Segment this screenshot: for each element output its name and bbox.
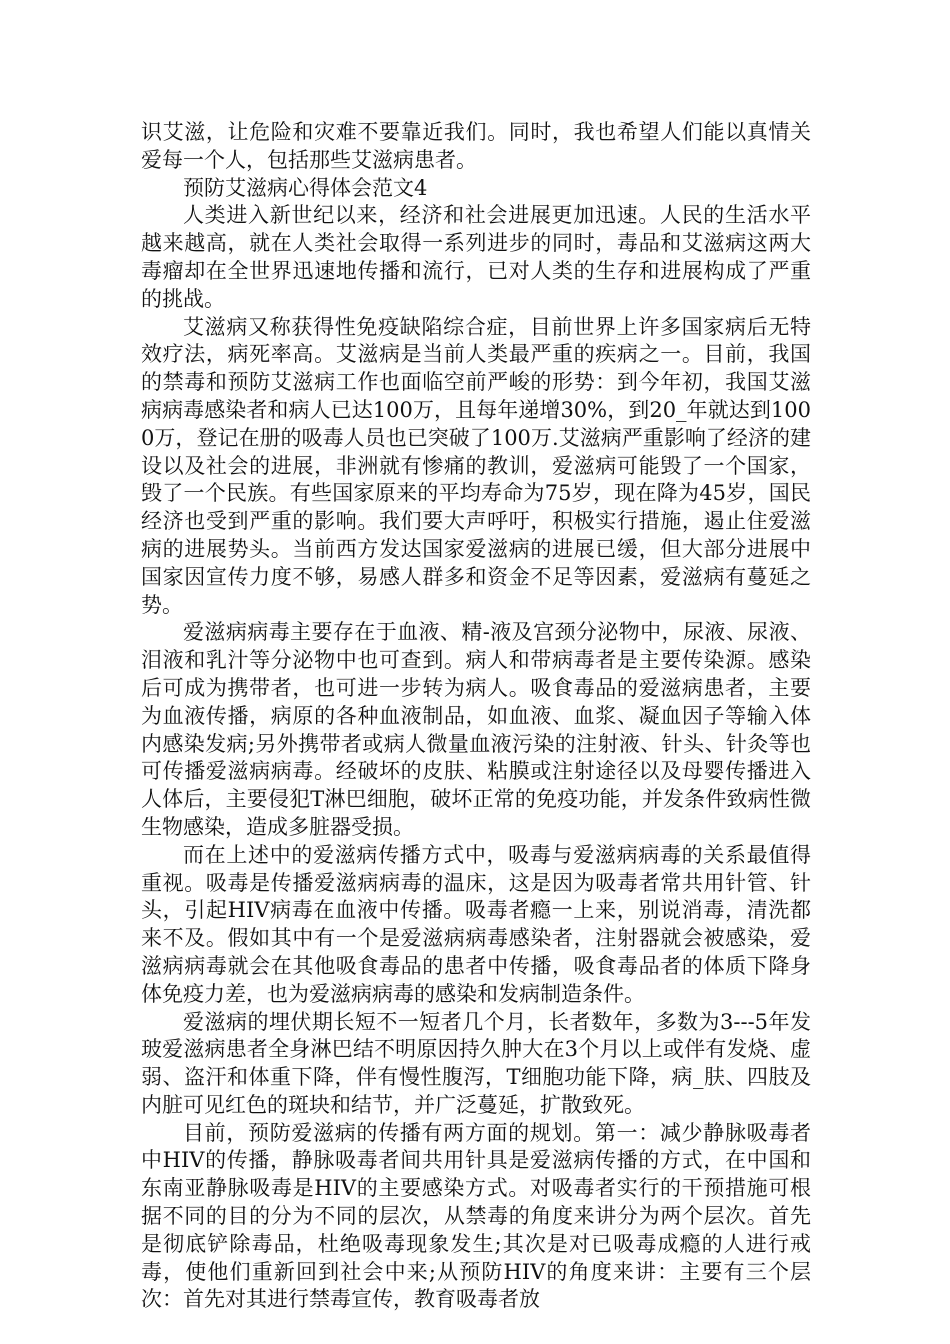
paragraph: 而在上述中的爱滋病传播方式中，吸毒与爱滋病病毒的关系最值得重视。吸毒是传播爱滋病病毒的温床，这是因为吸毒者常共用针管、针头，引起HIV病毒在血液中传播。吸毒者瘾一上来，别说消毒，清洗都来不及。假如其中有一个是爱滋病病毒感染者，注射器就会被感染，爱滋病病毒就会在其他吸食毒品的患者中传播，吸食毒品者的体质下降身体免疫力差，也为爱滋病病毒的感染和发病制造条件。: [141, 842, 811, 1006]
paragraph: 人类进入新世纪以来，经济和社会进展更加迅速。人民的生活水平越来越高，就在人类社会取得一系列进步的同时，毒品和艾滋病这两大毒瘤却在全世界迅速地传播和流行，已对人类的生存和进展构成了严重的挑战。: [141, 203, 811, 311]
section-heading: 预防艾滋病心得体会范文4: [183, 175, 428, 200]
paragraph-continuation: 识艾滋，让危险和灾难不要靠近我们。同时，我也希望人们能以真情关爱每一个人，包括那些艾滋病患者。: [141, 120, 811, 172]
paragraph: 艾滋病又称获得性免疫缺陷综合症，目前世界上许多国家病后无特效疗法，病死率高。艾滋病是当前人类最严重的疾病之一。目前，我国的禁毒和预防艾滋病工作也面临空前严峻的形势：到今年初，我国艾滋病病毒感染者和病人已达100万，且每年递增30%，到20_年就达到1000万，登记在册的吸毒人员也已突破了100万.艾滋病严重影响了经济的建设以及社会的进展，非洲就有惨痛的教训，爱滋病可能毁了一个国家，毁了一个民族。有些国家原来的平均寿命为75岁，现在降为45岁，国民经济也受到严重的影响。我们要大声呼吁，积极实行措施，遏止住爱滋病的进展势头。当前西方发达国家爱滋病的进展已缓，但大部分进展中国家因宣传力度不够，易感人群多和资金不足等因素，爱滋病有蔓延之势。: [141, 314, 811, 617]
paragraph: 爱滋病的埋伏期长短不一短者几个月，长者数年，多数为3---5年发玻爱滋病患者全身淋巴结不明原因持久肿大在3个月以上或伴有发烧、虚弱、盗汗和体重下降，伴有慢性腹泻，T细胞功能下降，病_肤、四肢及内脏可见红色的斑块和结节，并广泛蔓延，扩散致死。: [141, 1009, 811, 1117]
paragraph: 爱滋病病毒主要存在于血液、精-液及宫颈分泌物中，尿液、尿液、泪液和乳汁等分泌物中也可查到。病人和带病毒者是主要传染源。感染后可成为携带者，也可进一步转为病人。吸食毒品的爱滋病患者，主要为血液传播，病原的各种血液制品，如血液、血浆、凝血因子等输入体内感染发病;另外携带者或病人微量血液污染的注射液、针头、针灸等也可传播爱滋病病毒。经破坏的皮肤、粘膜或注射途径以及母婴传播进入人体后，主要侵犯T淋巴细胞，破坏正常的免疫功能，并发条件致病性微生物感染，造成多脏器受损。: [141, 620, 811, 839]
document-body: [141, 119, 811, 1314]
paragraph: 目前，预防爱滋病的传播有两方面的规划。第一：减少静脉吸毒者中HIV的传播，静脉吸毒者间共用针具是爱滋病传播的方式，在中国和东南亚静脉吸毒是HIV的主要感染方式。对吸毒者实行的干预措施可根据不同的目的分为不同的层次，从禁毒的角度来讲分为两个层次。首先是彻底铲除毒品，杜绝吸毒现象发生;其次是对已吸毒成瘾的人进行戒毒，使他们重新回到社会中来;从预防HIV的角度来讲：主要有三个层次：首先对其进行禁毒宣传，教育吸毒者放: [141, 1120, 811, 1312]
